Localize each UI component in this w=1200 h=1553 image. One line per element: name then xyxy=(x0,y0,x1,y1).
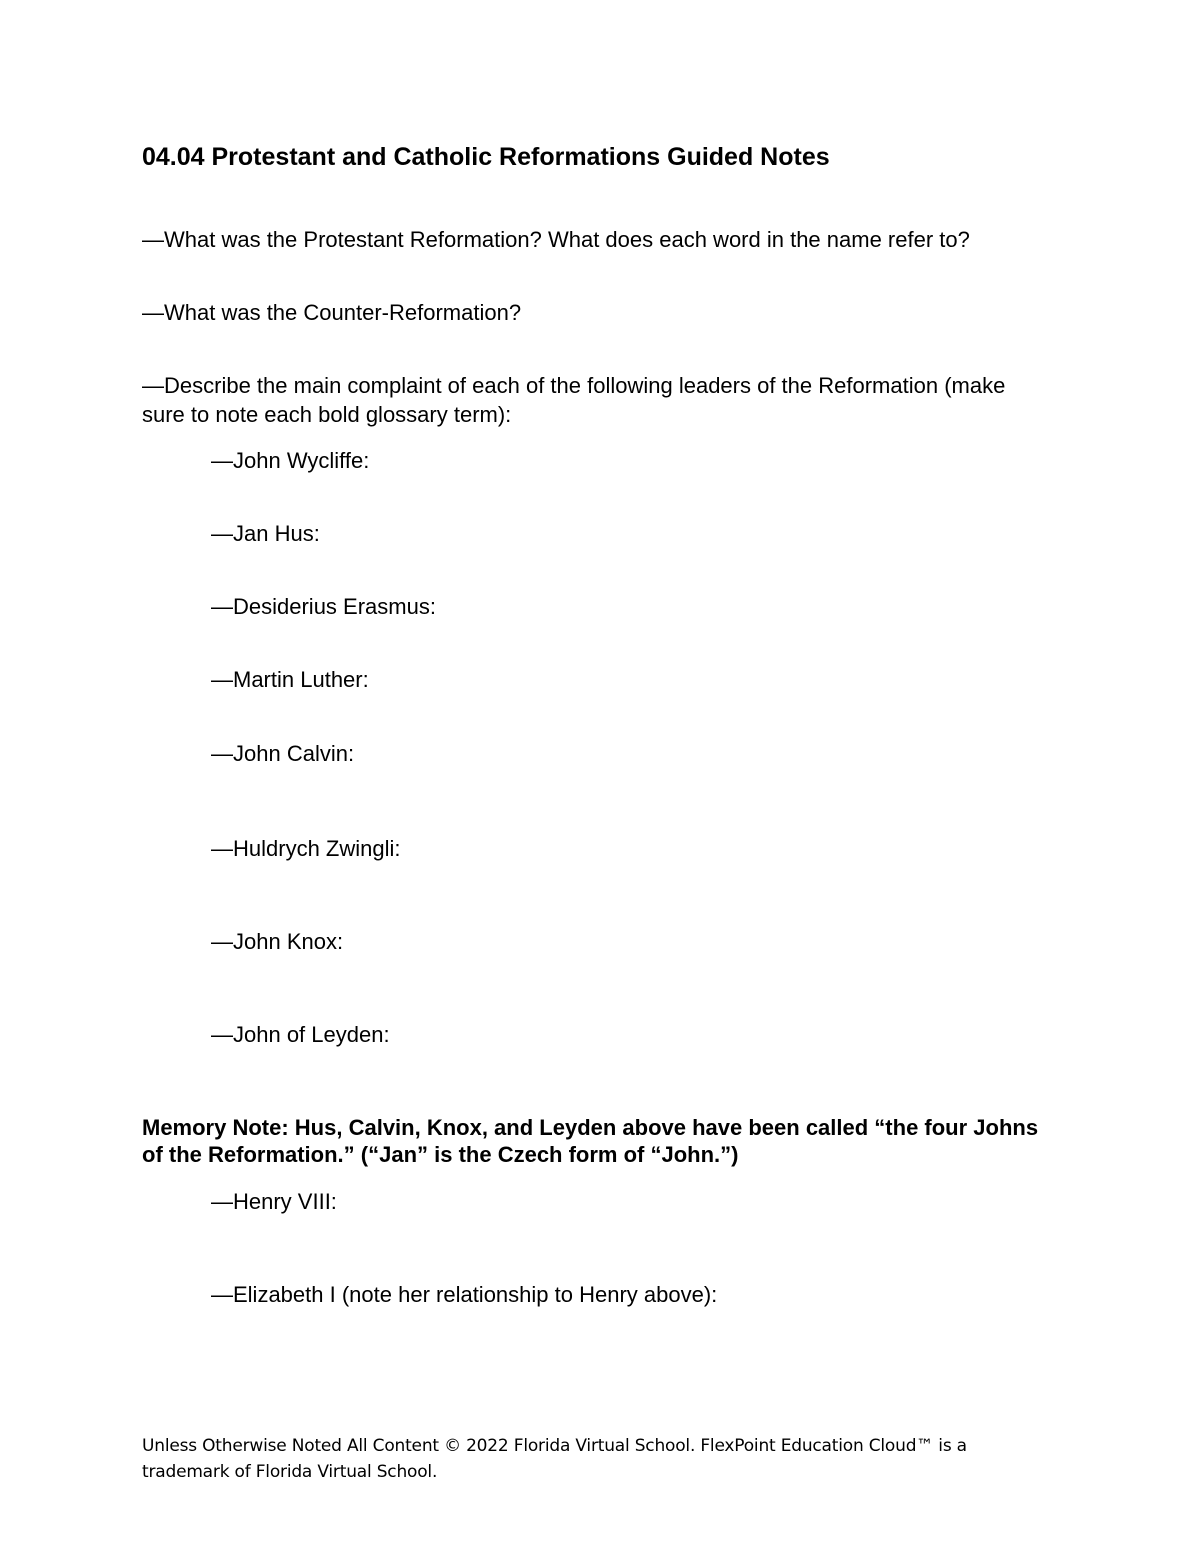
leader-john-calvin: —John Calvin: xyxy=(211,741,355,766)
question-counter-reformation: —What was the Counter-Reformation? xyxy=(142,300,522,325)
monarch-henry-viii: —Henry VIII: xyxy=(211,1189,337,1214)
page-title: 04.04 Protestant and Catholic Reformations Guided Notes xyxy=(142,143,830,171)
leader-martin-luther: —Martin Luther: xyxy=(211,667,369,692)
monarch-elizabeth-i: —Elizabeth I (note her relationship to Henry above): xyxy=(211,1282,718,1307)
copyright-footer: Unless Otherwise Noted All Content © 2022 Florida Virtual School. FlexPoint Education Cloud™ is a trademark of Florida Virtual School. xyxy=(142,1436,967,1482)
question-protestant-reformation: —What was the Protestant Reformation? What does each word in the name refer to? xyxy=(142,227,970,252)
question-describe-leaders: —Describe the main complaint of each of the following leaders of the Reformation (make sure to note each bold glossary term): xyxy=(142,373,1006,427)
leader-jan-hus: —Jan Hus: xyxy=(211,521,320,546)
leader-john-knox: —John Knox: xyxy=(211,929,344,954)
leader-desiderius-erasmus: —Desiderius Erasmus: xyxy=(211,594,436,619)
leader-huldrych-zwingli: —Huldrych Zwingli: xyxy=(211,836,401,861)
leader-john-wycliffe: —John Wycliffe: xyxy=(211,448,370,473)
memory-note: Memory Note: Hus, Calvin, Knox, and Leyden above have been called “the four Johns of the Reformation.” (“Jan” is the Czech form of “John.”) xyxy=(142,1115,1039,1167)
leader-john-of-leyden: —John of Leyden: xyxy=(211,1022,390,1047)
